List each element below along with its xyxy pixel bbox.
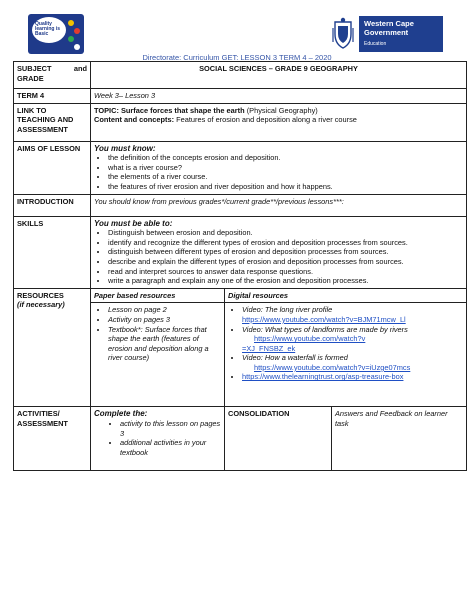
introduction-row: [14, 194, 467, 216]
wcg-line3: Education: [364, 41, 387, 47]
link-value-cell: [91, 103, 467, 141]
link-label: LINK TO TEACHING AND ASSESSMENT: [14, 103, 91, 141]
term-value: Week 3– Lesson 3: [91, 89, 467, 104]
coat-of-arms-icon: [331, 16, 355, 50]
topic-label: TOPIC:: [94, 105, 119, 115]
list-item: • describe and explain the different types of erosion and deposition processes from sources.: [108, 257, 463, 267]
list-item: • the definition of the concepts erosion and deposition.: [108, 153, 463, 163]
directorate-heading: Directorate: Curriculum GET: LESSON 3 TERM 4 – 2020: [142, 53, 332, 62]
topic-value: Surface forces that shape the earth: [120, 105, 245, 115]
skills-list: [94, 228, 463, 286]
subject-label: SUBJECT: [17, 64, 52, 73]
activities-heading: Complete the:: [94, 409, 148, 419]
list-item: • Activity on pages 3: [108, 315, 221, 325]
grade-label: GRADE: [17, 73, 44, 83]
resources-sublabel: (if necessary): [17, 300, 65, 310]
logo-text: Quality learning is Basic: [35, 21, 61, 37]
list-item: • the features of river erosion and river deposition and how it happens.: [108, 182, 463, 192]
skills-label: SKILLS: [14, 216, 91, 288]
wcg-line1: Western Cape: [364, 19, 414, 28]
subject-value: SOCIAL SCIENCES – GRADE 9 GEOGRAPHY: [91, 62, 467, 89]
skills-value-cell: [91, 216, 467, 288]
link-row: [14, 103, 467, 141]
aims-heading: You must know:: [94, 143, 156, 153]
aims-row: [14, 141, 467, 194]
video-waterfall-label: Video: How a waterfall is formed: [242, 353, 348, 363]
list-item: • distinguish between different types of erosion and deposition processes from sources.: [108, 247, 463, 257]
list-item: • what is a river course?: [108, 163, 463, 173]
video-waterfall-link[interactable]: https://www.youtube.com/watch?v=iUzge07mcs: [254, 362, 411, 372]
video-landforms-link-a[interactable]: https://www.youtube.com/watch?v: [254, 334, 366, 344]
skills-row: [14, 216, 467, 288]
aims-value-cell: [91, 141, 467, 194]
list-item: [242, 305, 463, 324]
digital-resources-list: [228, 305, 463, 382]
list-item: • activity to this lesson on pages 3: [120, 419, 221, 438]
subject-label-and: and: [73, 64, 87, 73]
video-long-river-link[interactable]: https://www.youtube.com/watch?v=BJM71mcw_Ll: [242, 314, 406, 324]
list-item: • read and interpret sources to answer data response questions.: [108, 267, 463, 277]
wcg-line2: Government: [364, 28, 409, 37]
resources-row: [14, 288, 467, 303]
skills-heading: You must be able to:: [94, 218, 173, 228]
list-item: • Distinguish between erosion and deposition.: [108, 228, 463, 238]
activities-label-cell: [14, 407, 91, 471]
content-label: Content and concepts:: [94, 115, 175, 125]
consolidation-label: CONSOLIDATION: [225, 407, 332, 471]
resources-label: RESOURCES: [17, 290, 64, 300]
consolidation-value: Answers and Feedback on learner task: [332, 407, 467, 471]
list-item: [242, 372, 463, 382]
list-item: • write a paragraph and explain any one of the erosion and deposition processes.: [108, 276, 463, 286]
digital-resources-heading: Digital resources: [225, 288, 467, 303]
topic-suffix: (Physical Geography): [246, 105, 318, 115]
resources-label-cell: [14, 288, 91, 407]
paper-resources-heading: Paper based resources: [91, 288, 225, 303]
paper-resources-list: [94, 305, 221, 363]
subject-row: [14, 62, 467, 89]
list-item: [242, 325, 463, 354]
activities-row: [14, 407, 467, 471]
introduction-label: INTRODUCTION: [14, 194, 91, 216]
western-cape-government-logo: [331, 14, 445, 54]
term-label: TERM 4: [14, 89, 91, 104]
video-long-river-label: Video: The long river profile: [242, 305, 333, 315]
activities-label: ACTIVITIES/: [17, 409, 60, 419]
aims-list: [94, 153, 463, 191]
list-item: • additional activities in your textbook: [120, 438, 221, 457]
activities-list: [94, 419, 221, 457]
aims-label: AIMS OF LESSON: [14, 141, 91, 194]
paper-resources-cell: [91, 303, 225, 407]
video-landforms-label: Video: What types of landforms are made by rivers: [242, 324, 408, 334]
activities-value-cell: [91, 407, 225, 471]
list-item: • the elements of a river course.: [108, 172, 463, 182]
subject-label-cell: [14, 62, 91, 89]
content-value: Features of erosion and deposition along a river course: [176, 115, 357, 125]
assessment-label: ASSESSMENT: [17, 418, 68, 428]
lesson-plan-table: [13, 61, 467, 471]
list-item: • Lesson on page 2: [108, 305, 221, 315]
introduction-value: You should know from previous grades*/current grade**/previous lessons***:: [91, 194, 467, 216]
list-item: • identify and recognize the different types of erosion and deposition processes from sources.: [108, 238, 463, 248]
video-landforms-link-b[interactable]: =XJ_FNSBZ_ek: [242, 343, 296, 353]
list-item: [242, 353, 463, 372]
list-item: • Textbook*: Surface forces that shape the earth (features of erosion and deposition along a river course): [108, 325, 221, 363]
quality-learning-logo: [28, 14, 84, 54]
term-row: [14, 89, 467, 104]
digital-resources-cell: [225, 303, 467, 407]
learning-trust-link[interactable]: https://www.thelearningtrust.org/asp-treasure-box: [242, 372, 404, 382]
